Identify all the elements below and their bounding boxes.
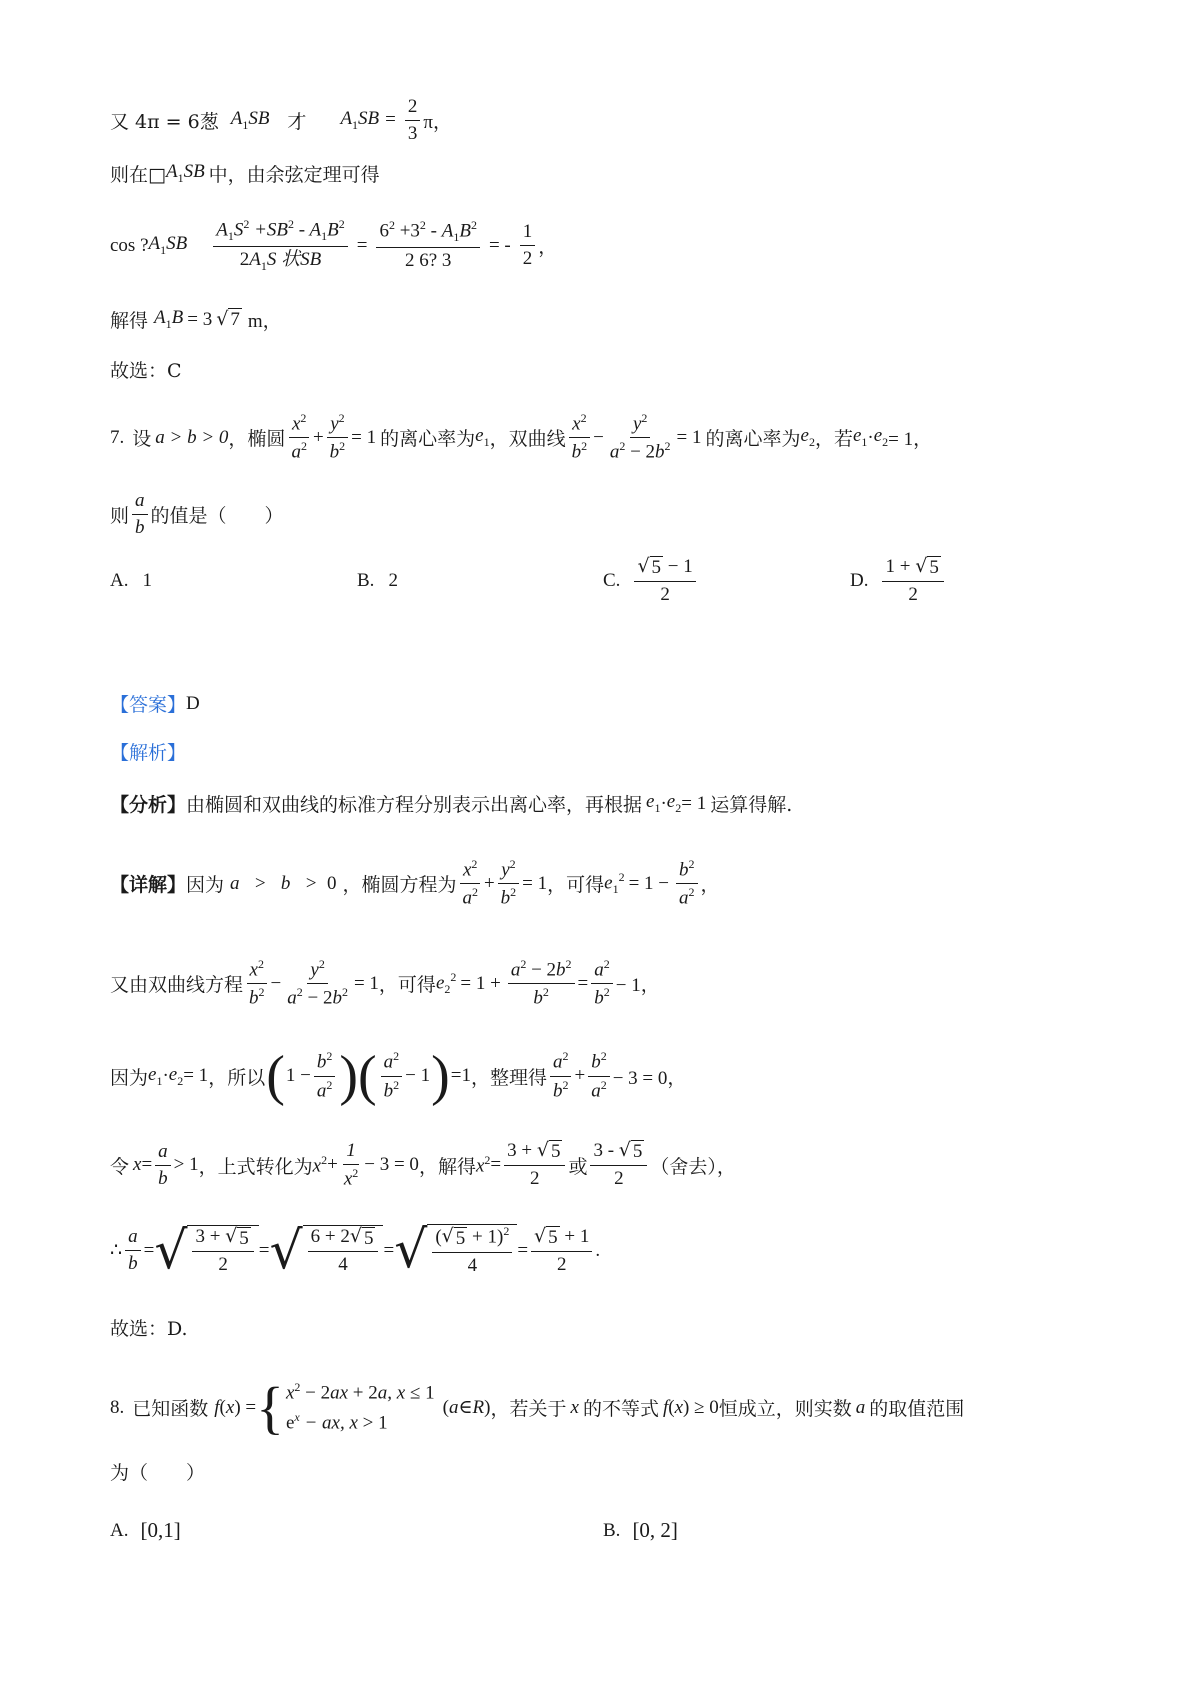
- text: 则在□: [110, 164, 166, 186]
- question-number: 7.: [110, 426, 125, 448]
- text: 的离心率为: [380, 428, 476, 451]
- option-d[interactable]: D. 1 + √ 5 2: [850, 556, 947, 606]
- text: ，若: [814, 428, 853, 451]
- text: 设: [132, 428, 152, 451]
- detail-line-1: 【详解】 因为 a > b > 0 ，椭圆方程为 $\frac{x^2}{a^2}$ + $\frac{y^2}{b^2}$ = 1 ，可得 $e_1^2$ = 1 − $\frac{b^2}{a^2}$ ，: [110, 857, 720, 909]
- option-c[interactable]: C. √ 5 − 1 2: [603, 556, 699, 606]
- text: 2 6? 3: [404, 250, 452, 272]
- q8-option-b[interactable]: B. [0, 2]: [603, 1518, 678, 1542]
- option-b[interactable]: B. 2: [357, 570, 398, 591]
- question-8-line2: 为（ ）: [110, 1462, 206, 1484]
- solution-line-1: 又 4π = 6葱 $A_1SB$ 才 $A_1SB$ = $\frac{2}{3}$ π，: [110, 96, 452, 144]
- analysis-tag: 【解析】: [110, 742, 187, 764]
- option-a[interactable]: A. 1: [110, 570, 152, 591]
- detail-line-3: 因为 $e_1$ · $e_2$ = 1 ，所以 ( 1 − $\frac{b^2}{a^2}$ )( $\frac{a^2}{b^2}$ − 1 ) =1 ，整理得 $\frac{a^2}{b^2}$ + $\frac{b^2}{a^2}$ − 3 = 0，: [110, 1045, 687, 1107]
- q8-option-a[interactable]: A. [0,1]: [110, 1518, 181, 1542]
- solution-line-4: 解得 $A_1B$ = 3 √ 7 m，: [110, 307, 282, 332]
- text: 的值是（ ）: [150, 504, 284, 527]
- condition: a > b > 0: [155, 426, 229, 448]
- text: ，椭圆: [228, 428, 286, 451]
- answer-line: [110, 690, 200, 717]
- text: m，: [247, 311, 282, 332]
- text: cos ?: [110, 234, 149, 256]
- question-7-ask: 则 $\frac{a}{b}$ 的值是（ ）: [110, 490, 284, 538]
- solution-line-2: 则在□ $A_1SB$ 中，由余弦定理可得: [110, 161, 380, 186]
- question-7-stem: 7. 设 a > b > 0 ，椭圆 $\frac{x^2}{a^2}$ + $\frac{y^2}{b^2}$ = 1 的离心率为 $e_1$ ，双曲线 $\frac{x^2}{b^2}$ − $\frac{y^2}{a^2 - 2b^2}$ = 1 的离心率为 $e_2$ ，若 $e_1$ · $e_2$ = 1，: [110, 411, 933, 463]
- detail-line-4: 令 x = $\frac{a}{b}$ > 1 ，上式转化为 $x^2$ + $\frac{1}{x^2}$ − 3 = 0 ，解得 $x^2$ = 3 + √ 5 2 或 3 - √ 5 2 （舍去），: [110, 1139, 736, 1190]
- cosine-formula: cos ? $A_1SB$ $\frac{A_1S^2 +SB^2 - A_1B^2}{2A_1S 状SB}$ = $\frac{6^2 +3^2 - A_1B^2}{2 6? 3}$ = - $\frac{1}{2}$ ，: [110, 217, 558, 273]
- answer-tag: 【答案】: [110, 694, 187, 716]
- detail-line-5: ∴ $\frac{a}{b}$ = √ 3 + √ 5 2 = √ 6 + 2 √ 5 4 = √ ( √ 5 + 1)$^2$ 4 = √ 5 + 1 2 .: [110, 1220, 601, 1281]
- text: 则: [110, 504, 130, 527]
- text: 的离心率为: [705, 428, 801, 451]
- detail-line-6: 故选：D.: [110, 1318, 188, 1340]
- question-8-stem: 8. 已知函数 f ( x ) = { $x^2 - 2ax + 2a$, x ≤ 1 $e^x$ − ax, x > 1 ( a ∈ R ) ，若关于 x 的不等式 f ( x ) ≥ 0 恒成立，则实数 a 的取值范围: [110, 1374, 965, 1440]
- text: 中，由余弦定理可得: [208, 164, 380, 186]
- solution-line-5: 故选：C: [110, 360, 182, 382]
- detail-line-2: 又由双曲线方程 $\frac{x^2}{b^2}$ − $\frac{y^2}{a^2 - 2b^2}$ = 1 ，可得 $e_2^2$ = 1 + $\frac{a^2 - 2b^2}{b^2}$ = $\frac{a^2}{b^2}$ − 1，: [110, 957, 660, 1009]
- text: 才: [287, 110, 307, 133]
- analysis-line: 【分析】 由椭圆和双曲线的标准方程分别表示出离心率，再根据 $e_1$ · $e_2$ = 1 运算得解.: [110, 791, 793, 816]
- answer-value: D: [186, 692, 200, 714]
- text: 解得: [110, 310, 149, 332]
- fraction: $\frac{2}{3}$: [405, 96, 421, 145]
- question-number: 8.: [110, 1396, 125, 1418]
- text: ，双曲线: [489, 428, 566, 451]
- text: 又 4π = 6葱: [110, 110, 219, 133]
